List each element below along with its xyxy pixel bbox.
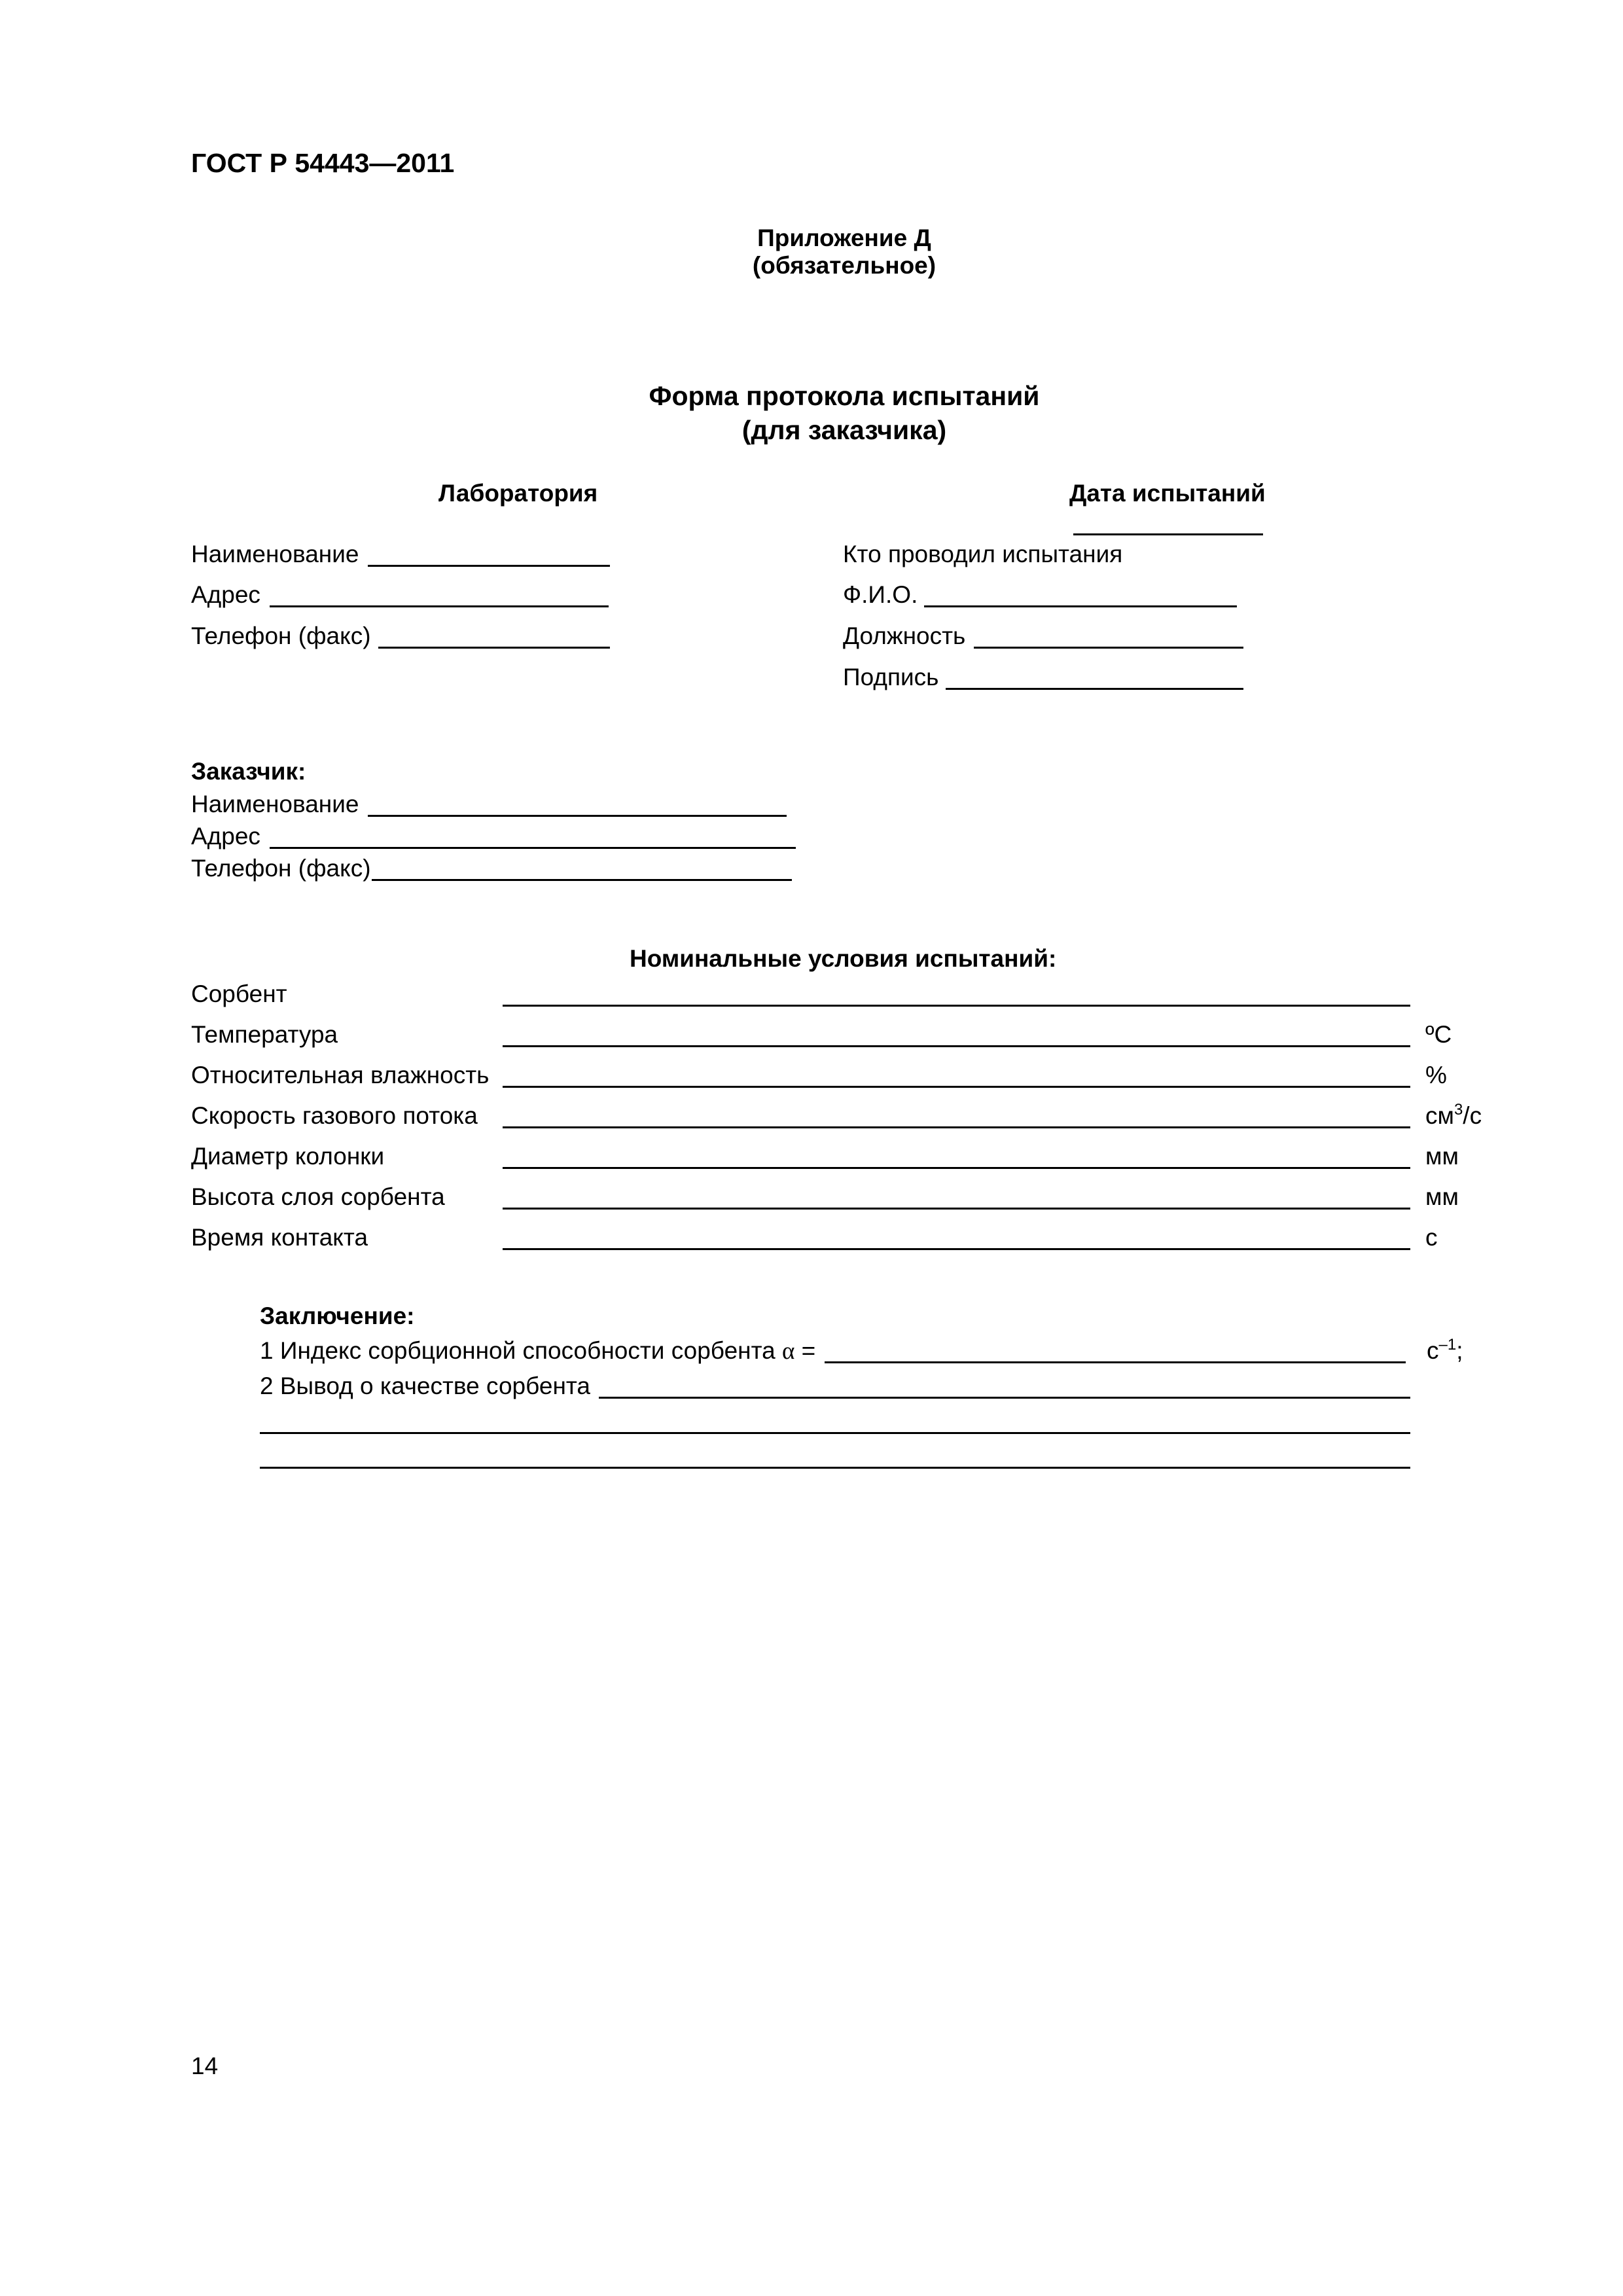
sorption-index-field[interactable]: [825, 1361, 1406, 1363]
conditions-heading: Номинальные условия испытаний:: [630, 945, 1057, 972]
condition-field[interactable]: [503, 1208, 1410, 1210]
customer-phone-label: Телефон (факс): [191, 855, 371, 882]
test-date-field[interactable]: [1073, 533, 1263, 535]
lab-address-label: Адрес: [191, 581, 260, 608]
unit-tail: ;: [1456, 1337, 1463, 1364]
lab-address-field[interactable]: [270, 605, 609, 607]
laboratory-heading: Лаборатория: [438, 480, 598, 507]
condition-field[interactable]: [503, 1248, 1410, 1250]
condition-unit: мм: [1425, 1183, 1459, 1210]
condition-field[interactable]: [503, 1045, 1410, 1047]
unit-superscript: –1: [1438, 1336, 1457, 1354]
quality-conclusion-field[interactable]: [599, 1397, 1410, 1399]
customer-name-label: Наименование: [191, 791, 359, 817]
condition-unit: мм: [1425, 1143, 1459, 1170]
condition-label: Относительная влажность: [191, 1062, 490, 1088]
quality-conclusion-line[interactable]: [260, 1432, 1410, 1434]
form-subtitle: (для заказчика): [741, 415, 947, 445]
condition-unit: ºС: [1425, 1021, 1452, 1048]
conclusion-heading: Заключение:: [260, 1302, 415, 1329]
unit-base: см: [1425, 1102, 1454, 1129]
unit-base: с: [1427, 1337, 1439, 1364]
condition-field[interactable]: [503, 1005, 1410, 1007]
conclusion-item-1-label: 1 Индекс сорбционной способности сорбента α =: [260, 1337, 816, 1365]
condition-unit: %: [1425, 1062, 1447, 1088]
condition-field[interactable]: [503, 1167, 1410, 1169]
position-label: Должность: [843, 622, 966, 649]
quality-conclusion-line[interactable]: [260, 1467, 1410, 1469]
unit-superscript: 3: [1454, 1101, 1463, 1119]
condition-field[interactable]: [503, 1086, 1410, 1088]
conclusion-item-2-label: 2 Вывод о качестве сорбента: [260, 1372, 590, 1399]
condition-label: Температура: [191, 1021, 338, 1048]
condition-label: Время контакта: [191, 1224, 368, 1251]
condition-label: Скорость газового потока: [191, 1102, 478, 1129]
customer-phone-field[interactable]: [372, 879, 792, 881]
condition-field[interactable]: [503, 1126, 1410, 1128]
customer-address-label: Адрес: [191, 823, 260, 850]
appendix-title: Приложение Д: [757, 224, 931, 251]
customer-heading: Заказчик:: [191, 758, 306, 785]
lab-name-field[interactable]: [368, 565, 610, 567]
position-field[interactable]: [974, 647, 1243, 649]
document-code: ГОСТ Р 54443—2011: [191, 148, 455, 178]
condition-label: Диаметр колонки: [191, 1143, 385, 1170]
customer-address-field[interactable]: [270, 847, 796, 849]
fio-label: Ф.И.О.: [843, 581, 918, 608]
signature-field[interactable]: [946, 688, 1243, 690]
performed-by-label: Кто проводил испытания: [843, 541, 1123, 567]
condition-unit: с: [1425, 1224, 1438, 1251]
alpha-symbol: α: [781, 1338, 795, 1365]
condition-label: Сорбент: [191, 980, 287, 1007]
sorption-index-unit: [1427, 1336, 1463, 1369]
customer-name-field[interactable]: [368, 815, 787, 817]
lab-phone-field[interactable]: [378, 647, 610, 649]
fio-field[interactable]: [924, 605, 1237, 607]
condition-label: Высота слоя сорбента: [191, 1183, 445, 1210]
lab-name-label: Наименование: [191, 541, 359, 567]
unit-tail: /с: [1463, 1102, 1482, 1129]
signature-label: Подпись: [843, 664, 939, 691]
condition-unit: [1425, 1102, 1482, 1134]
form-title: Форма протокола испытаний: [649, 381, 1040, 411]
appendix-status: (обязательное): [752, 252, 936, 279]
lab-phone-label: Телефон (факс): [191, 622, 371, 649]
page-number: 14: [191, 2053, 219, 2079]
test-date-heading: Дата испытаний: [1069, 480, 1266, 507]
